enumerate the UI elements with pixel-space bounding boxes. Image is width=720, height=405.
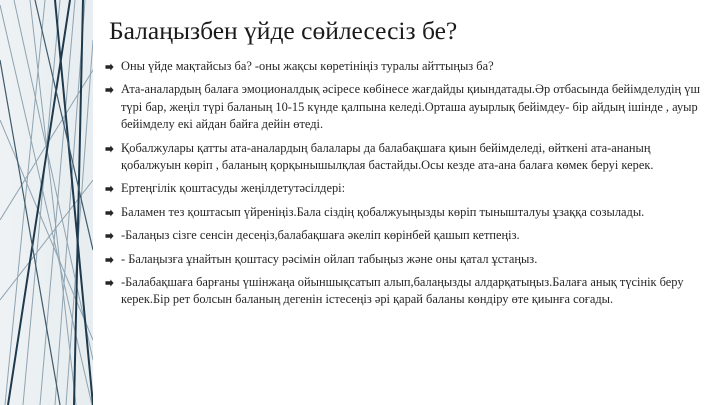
hand-pointing-icon [105, 62, 114, 72]
bullet-text: Баламен тез қоштасып үйреніңіз.Бала сіздің қобалжуыңызды көріп тынышталуы ұзаққа созылады. [121, 204, 645, 219]
bullet-text: Ертеңгілік қоштасуды жеңілдетутәсілдері: [121, 181, 346, 196]
bullet-item [99, 227, 709, 244]
bullet-item [99, 274, 709, 309]
bullet-item [99, 81, 709, 133]
hand-pointing-icon [105, 85, 114, 95]
decorative-side-panel [0, 0, 93, 405]
bullet-item [99, 180, 709, 197]
bullet-text: -Балаңыз сізге сенсін десеңіз,балабақшаға әкеліп көрінбей қашып кетпеңіз. [121, 228, 520, 243]
hand-pointing-icon [105, 231, 114, 241]
hand-pointing-icon [105, 255, 114, 265]
hand-pointing-icon [105, 278, 114, 288]
hand-pointing-icon [105, 144, 114, 154]
hand-pointing-icon [105, 184, 114, 194]
bullet-item [99, 58, 709, 75]
bullet-text: Ата-аналардың балаға эмоционалдық әсіресе көбінесе жағдайды қиындатады.Әр отбасында бейімделудің үш түрі бар, жеңіл түрі баланың 10-15 күнде қалпына келеді.Орташа ауырлық бейімдеу- бір айдың ішінде , ауыр бейімделу екі айдан байға дейін өтеді. [121, 82, 701, 132]
bullet-text: Оны үйде мақтайсыз ба? -оны жақсы көретініңіз туралы айттыңыз ба? [121, 59, 494, 73]
bullet-text: - Балаңызға ұнайтын қоштасу рәсімін ойлап табыңыз және оны қатал ұстаңыз. [121, 251, 538, 266]
bullet-text: -Балабақшаға барғаны үшінжаңа ойыншықсатып алып,балаңызды алдарқатыңыз.Балаға анық түсінік беру керек.Бір рет болсын баланың дегенін істесеңіз әрі қарай баланы көндіру өте қиынға соғады. [121, 275, 684, 307]
bullet-text: Қобалжулары қатты ата-аналардың балалары да балабақшаға қиын бейімделеді, өйткені ата-ананың қобалжуын көріп , баланың қорқынышылқлая бастайды.Осы кезде ата-ана балаға көмек беруі керек. [121, 140, 654, 173]
decorative-lines-graphic [0, 0, 93, 405]
bullet-item [99, 140, 709, 175]
slide-title: Балаңызбен үйде сөйлесесіз бе? [109, 16, 458, 45]
bullet-item [99, 204, 709, 221]
hand-pointing-icon [105, 208, 114, 218]
bullet-item [99, 251, 709, 268]
bullet-list [99, 58, 709, 315]
